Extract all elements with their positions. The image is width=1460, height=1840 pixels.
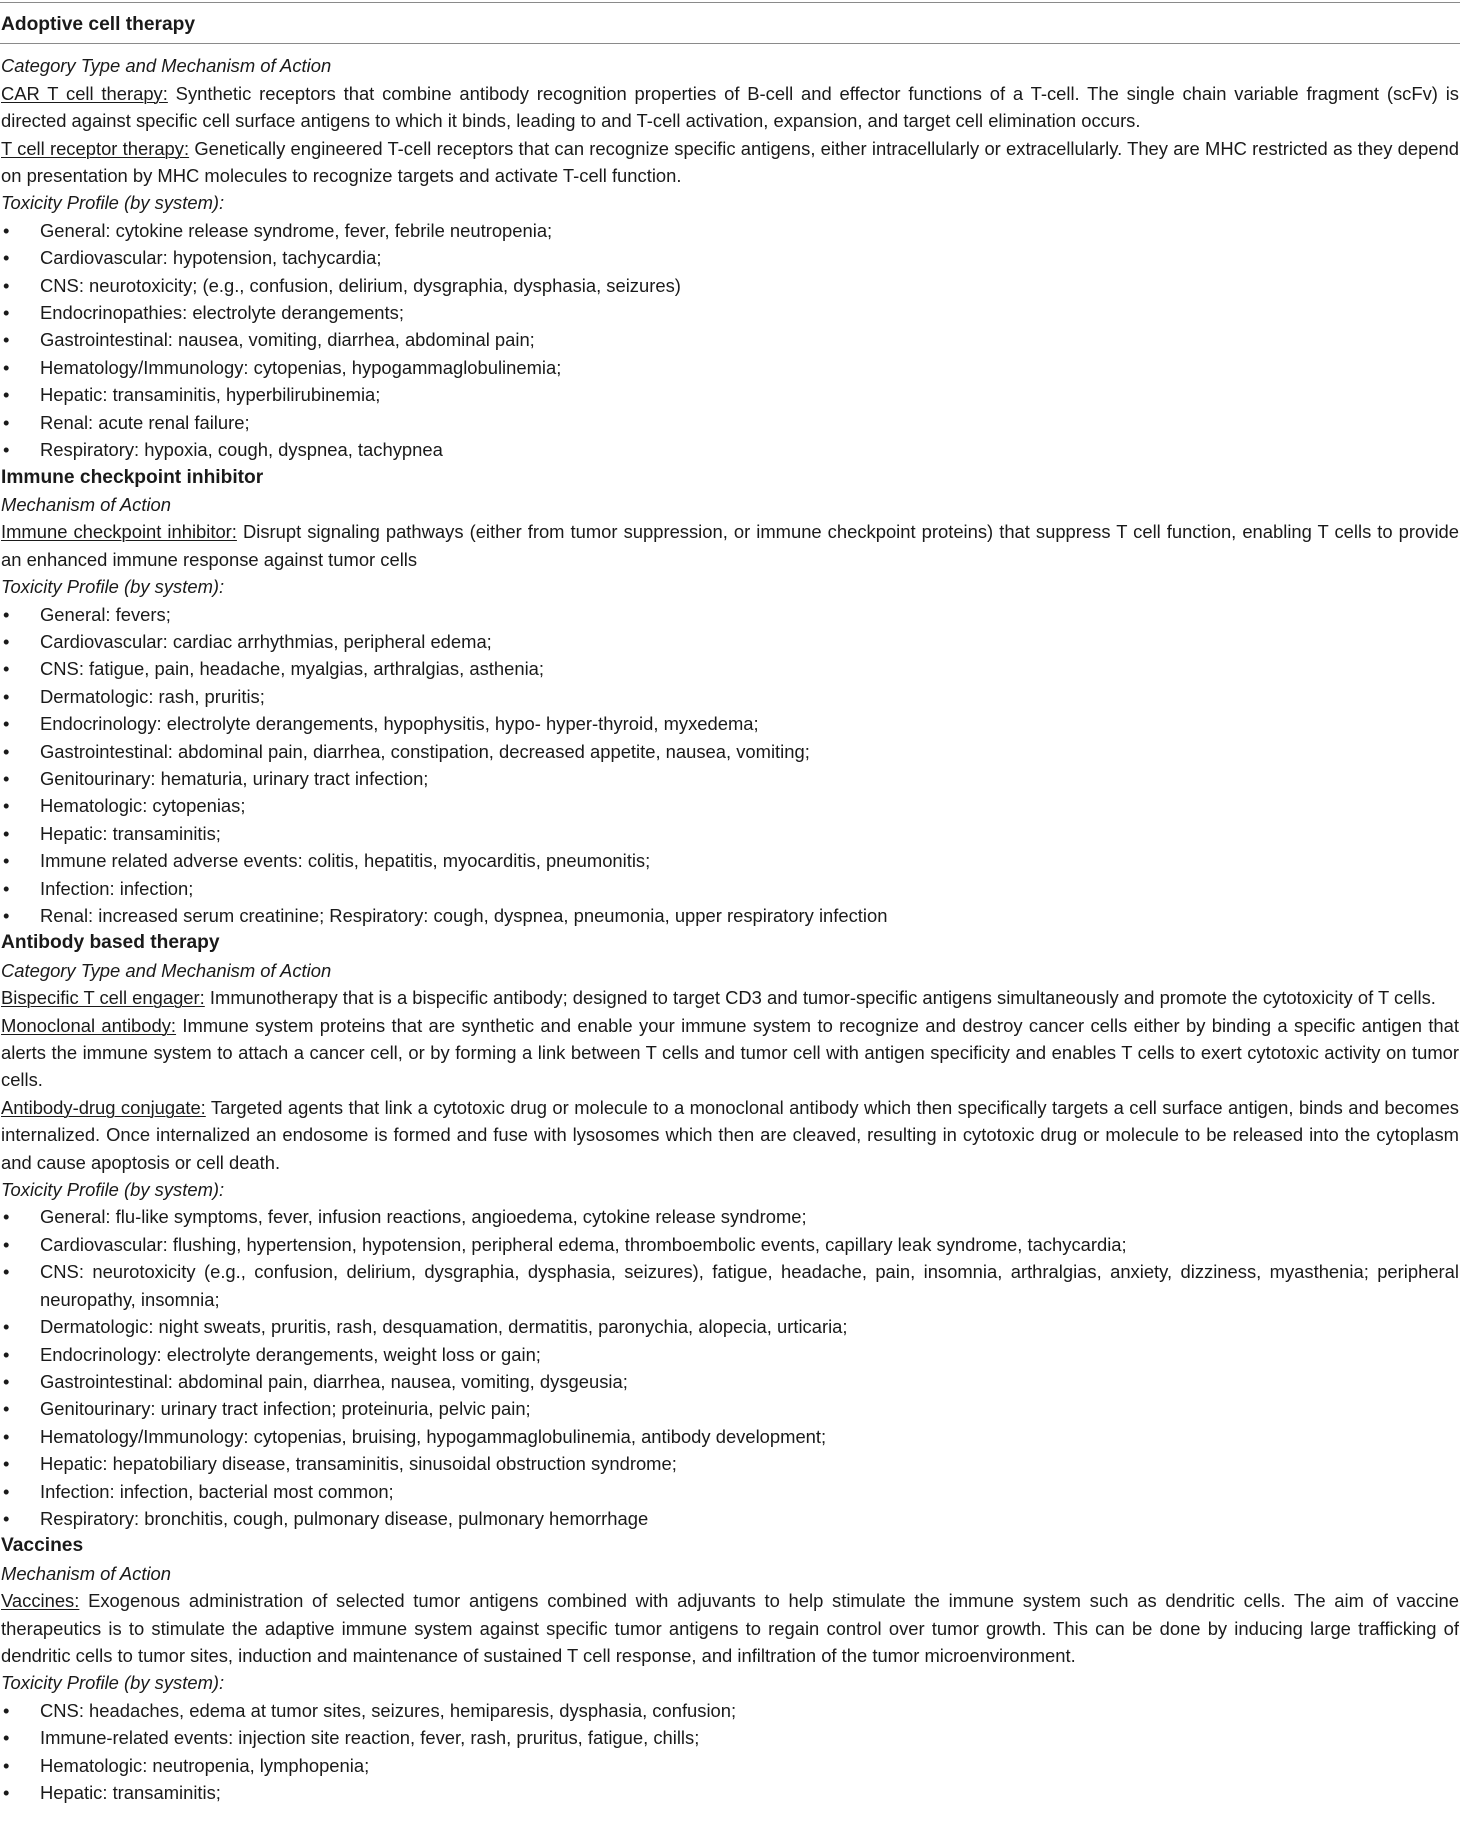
list-item: • Genitourinary: hematuria, urinary tract infection; xyxy=(1,765,1459,792)
definition-paragraph xyxy=(1,1094,1459,1176)
bullet-icon: • xyxy=(3,1261,10,1283)
definition-term: Vaccines: xyxy=(1,1590,80,1612)
list-item: • Endocrinopathies: electrolyte derangements; xyxy=(1,299,1459,326)
definition-paragraph xyxy=(1,984,1459,1011)
list-item: • Gastrointestinal: abdominal pain, diarrhea, constipation, decreased appetite, nausea, vomiting; xyxy=(1,738,1459,765)
bullet-icon: • xyxy=(3,740,10,762)
list-item: • CNS: neurotoxicity (e.g., confusion, delirium, dysgraphia, dysphasia, seizures), fatigue, headache, pain, insomnia, arthralgias, anxiety, dizziness, myasthenia; peripheral neuropathy, insomnia; xyxy=(1,1258,1459,1313)
top-rule xyxy=(0,2,1460,3)
definition-term: CAR T cell therapy: xyxy=(1,82,168,104)
definition-text: Exogenous administration of selected tumor antigens combined with adjuvants to help stimulate the immune system such as dendritic cells. The aim of vaccine therapeutics is to stimulate the adaptive immune system against specific tumor antigens to regain control over tumor growth. This can be done by inducing large trafficking of dendritic cells to tumor sites, induction and maintenance of sustained T cell response, and infiltration of the tumor microenvironment. xyxy=(1,1590,1459,1666)
bullet-icon: • xyxy=(3,356,10,378)
list-item: • Hematology/Immunology: cytopenias, hypogammaglobulinemia; xyxy=(1,354,1459,381)
definition-paragraph xyxy=(1,1587,1459,1669)
definition-term: Monoclonal antibody: xyxy=(1,1014,177,1036)
list-item: • Gastrointestinal: nausea, vomiting, diarrhea, abdominal pain; xyxy=(1,326,1459,353)
bullet-icon: • xyxy=(3,219,10,241)
bullet-icon: • xyxy=(3,850,10,872)
bullet-icon: • xyxy=(3,1316,10,1338)
bullet-icon: • xyxy=(3,1782,10,1803)
list-item: • Infection: infection; xyxy=(1,875,1459,902)
list-item: • Gastrointestinal: abdominal pain, diarrhea, nausea, vomiting, dysgeusia; xyxy=(1,1368,1459,1395)
bullet-icon: • xyxy=(3,1507,10,1529)
list-item: • Hepatic: transaminitis; xyxy=(1,820,1459,847)
bullet-icon: • xyxy=(3,302,10,324)
section-antibody-based-therapy xyxy=(1,929,1459,1532)
section-heading: Adoptive cell therapy xyxy=(1,14,196,35)
list-item: • CNS: fatigue, pain, headache, myalgias, arthralgias, asthenia; xyxy=(1,655,1459,682)
bullet-icon: • xyxy=(3,877,10,899)
bullet-icon: • xyxy=(3,1699,10,1721)
list-item: • CNS: neurotoxicity; (e.g., confusion, delirium, dysgraphia, dysphasia, seizures) xyxy=(1,272,1459,299)
bullet-icon: • xyxy=(3,822,10,844)
list-item: • Endocrinology: electrolyte derangements, hypophysitis, hypo- hyper-thyroid, myxedema; xyxy=(1,710,1459,737)
definition-text: Genetically engineered T-cell receptors that can recognize specific antigens, either intracellularly or extracellularly. They are MHC restricted as they depend on presentation by MHC molecules to recognize targets and activate T-cell function. xyxy=(1,137,1459,187)
bullet-icon: • xyxy=(3,630,10,652)
list-item: • Hematologic: neutropenia, lymphopenia; xyxy=(1,1752,1459,1779)
list-item: • Renal: acute renal failure; xyxy=(1,409,1459,436)
toxicity-list xyxy=(1,601,1459,930)
list-item: • Hematologic: cytopenias; xyxy=(1,792,1459,819)
list-item: • General: fevers; xyxy=(1,601,1459,628)
table-content xyxy=(1,11,1459,1806)
list-item: • General: flu-like symptoms, fever, infusion reactions, angioedema, cytokine release syndrome; xyxy=(1,1203,1459,1230)
section-subheading: Category Type and Mechanism of Action xyxy=(1,55,332,77)
bullet-icon: • xyxy=(3,1453,10,1475)
bullet-icon: • xyxy=(3,1370,10,1392)
list-item: • Immune related adverse events: colitis, hepatitis, myocarditis, pneumonitis; xyxy=(1,847,1459,874)
definition-text: Immunotherapy that is a bispecific antibody; designed to target CD3 and tumor-specific antigens simultaneously and promote the cytotoxicity of T cells. xyxy=(204,987,1436,1009)
section-subheading: Mechanism of Action xyxy=(1,493,172,515)
section-vaccines xyxy=(1,1532,1459,1806)
definition-paragraph xyxy=(1,1012,1459,1094)
definition-text: Disrupt signaling pathways (either from tumor suppression, or immune checkpoint proteins) that suppress T cell function, enabling T cells to provide an enhanced immune response against tumor cells xyxy=(1,521,1459,570)
bullet-icon: • xyxy=(3,329,10,351)
list-item: • CNS: headaches, edema at tumor sites, seizures, hemiparesis, dysphasia, confusion; xyxy=(1,1697,1459,1724)
section-heading: Immune checkpoint inhibitor xyxy=(1,466,264,488)
definition-term: Antibody-drug conjugate: xyxy=(1,1096,206,1118)
definition-text: Targeted agents that link a cytotoxic drug or molecule to a monoclonal antibody which then specifically targets a cell surface antigen, binds and becomes internalized. Once internalized an endosome is formed and fuse with lysosomes which then are cleaved, resulting in cytotoxic drug or molecule to be released into the cytoplasm and cause apoptosis or cell death. xyxy=(1,1096,1459,1173)
definition-paragraph xyxy=(1,80,1459,135)
bullet-icon: • xyxy=(3,439,10,461)
list-item: • Endocrinology: electrolyte derangements, weight loss or gain; xyxy=(1,1341,1459,1368)
bullet-icon: • xyxy=(3,603,10,625)
definition-text: Synthetic receptors that combine antibody recognition properties of B-cell and effector functions of a T-cell. The single chain variable fragment (scFv) is directed against specific cell surface antigens to which it binds, leading to and T-cell activation, expansion, and target cell elimination occurs. xyxy=(1,82,1459,132)
section-subheading: Category Type and Mechanism of Action xyxy=(1,959,332,981)
bullet-icon: • xyxy=(3,1398,10,1420)
definition-term: Immune checkpoint inhibitor: xyxy=(1,521,237,543)
list-item: • Cardiovascular: flushing, hypertension, hypotension, peripheral edema, thromboembolic events, capillary leak syndrome, tachycardia; xyxy=(1,1231,1459,1258)
list-item: • Dermatologic: night sweats, pruritis, rash, desquamation, dermatitis, paronychia, alopecia, urticaria; xyxy=(1,1313,1459,1340)
bullet-icon: • xyxy=(3,274,10,296)
list-item: • Genitourinary: urinary tract infection; proteinuria, pelvic pain; xyxy=(1,1395,1459,1422)
bullet-icon: • xyxy=(3,247,10,269)
definition-paragraph xyxy=(1,135,1459,190)
bullet-icon: • xyxy=(3,1480,10,1502)
toxicity-list xyxy=(1,1697,1459,1807)
section-adoptive-cell-therapy xyxy=(1,11,1459,464)
list-item: • Hepatic: transaminitis; xyxy=(1,1779,1459,1806)
section-heading: Antibody based therapy xyxy=(1,932,220,954)
list-item: • Dermatologic: rash, pruritis; xyxy=(1,683,1459,710)
bullet-icon: • xyxy=(3,658,10,680)
list-item: • Immune-related events: injection site reaction, fever, rash, pruritus, fatigue, chills; xyxy=(1,1724,1459,1751)
bullet-icon: • xyxy=(3,1206,10,1228)
bullet-icon: • xyxy=(3,905,10,926)
bullet-icon: • xyxy=(3,767,10,789)
bullet-icon: • xyxy=(3,1233,10,1255)
list-item: • Hepatic: transaminitis, hyperbilirubinemia; xyxy=(1,381,1459,408)
toxicity-label: Toxicity Profile (by system): xyxy=(1,192,225,214)
section-subheading: Mechanism of Action xyxy=(1,1562,172,1584)
list-item: • Renal: increased serum creatinine; Respiratory: cough, dyspnea, pneumonia, upper respiratory infection xyxy=(1,902,1459,929)
section-heading: Vaccines xyxy=(1,1535,84,1557)
definition-paragraph xyxy=(1,518,1459,573)
bullet-icon: • xyxy=(3,1343,10,1365)
toxicity-list xyxy=(1,1203,1459,1532)
list-item: • Respiratory: bronchitis, cough, pulmonary disease, pulmonary hemorrhage xyxy=(1,1505,1459,1532)
definition-term: T cell receptor therapy: xyxy=(1,137,190,159)
toxicity-list xyxy=(1,217,1459,464)
bullet-icon: • xyxy=(3,713,10,735)
bullet-icon: • xyxy=(3,795,10,817)
list-item: • Hematology/Immunology: cytopenias, bruising, hypogammaglobulinemia, antibody development; xyxy=(1,1423,1459,1450)
list-item: • Infection: infection, bacterial most common; xyxy=(1,1478,1459,1505)
definition-term: Bispecific T cell engager: xyxy=(1,987,205,1009)
toxicity-label: Toxicity Profile (by system): xyxy=(1,1179,225,1201)
list-item: • General: cytokine release syndrome, fever, febrile neutropenia; xyxy=(1,217,1459,244)
list-item: • Cardiovascular: cardiac arrhythmias, peripheral edema; xyxy=(1,628,1459,655)
bullet-icon: • xyxy=(3,1727,10,1749)
bullet-icon: • xyxy=(3,1754,10,1776)
bullet-icon: • xyxy=(3,411,10,433)
list-item: • Cardiovascular: hypotension, tachycardia; xyxy=(1,244,1459,271)
section-immune-checkpoint-inhibitor xyxy=(1,464,1459,930)
toxicity-label: Toxicity Profile (by system): xyxy=(1,576,225,598)
toxicity-label: Toxicity Profile (by system): xyxy=(1,1672,225,1694)
list-item: • Hepatic: hepatobiliary disease, transaminitis, sinusoidal obstruction syndrome; xyxy=(1,1450,1459,1477)
bullet-icon: • xyxy=(3,1425,10,1447)
bullet-icon: • xyxy=(3,685,10,707)
bullet-icon: • xyxy=(3,384,10,406)
list-item: • Respiratory: hypoxia, cough, dyspnea, tachypnea xyxy=(1,436,1459,463)
definition-text: Immune system proteins that are synthetic and enable your immune system to recognize and destroy cancer cells either by binding a specific antigen that alerts the immune system to attach a cancer cell, or by forming a link between T cells and tumor cell with antigen specificity and enables T cells to exert cytotoxic activity on tumor cells. xyxy=(1,1014,1459,1091)
